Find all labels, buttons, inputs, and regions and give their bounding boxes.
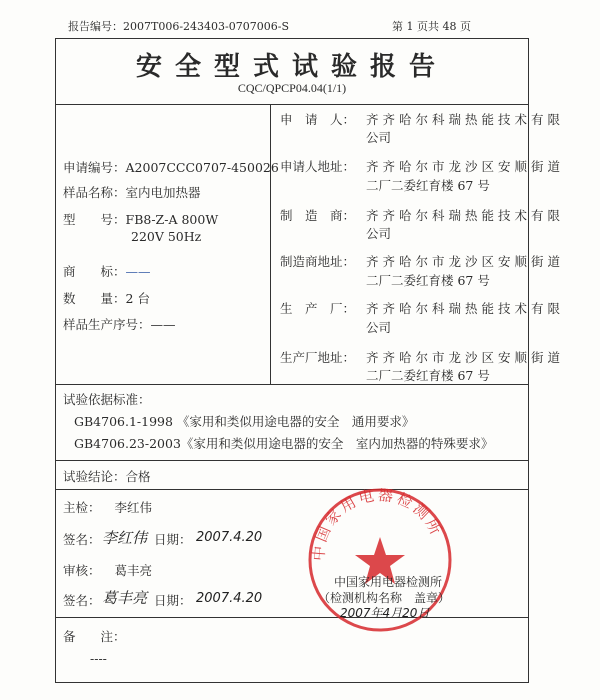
standard-item: GB4706.23-2003《家用和类似用途电器的安全 室内加热器的特殊要求》 xyxy=(74,436,494,451)
model-row xyxy=(63,210,218,228)
serial-number-label: 样品生产序号： xyxy=(63,317,151,332)
sample-name-value: 室内电加热器 xyxy=(125,185,201,200)
report-number-value: 2007T006-243403-0707006-S xyxy=(123,20,289,33)
info-column-divider xyxy=(270,104,271,384)
date-label-2: 日期： xyxy=(154,593,192,608)
model-value: FB8-Z-A 800W xyxy=(125,212,219,227)
quantity-row xyxy=(63,289,150,307)
page-indicator: 第 1 页共 48 页 xyxy=(392,20,471,33)
report-number-label: 报告编号： xyxy=(68,20,123,33)
stamp-date: 2007年4月20日 xyxy=(340,606,430,620)
manufacturer-address-line2: 二厂二委红育楼 67 号 xyxy=(366,273,490,288)
report-header xyxy=(0,14,600,34)
manufacturer-label: 制 造 商： xyxy=(280,208,356,223)
manufacturer-address-label: 制造商地址： xyxy=(280,254,356,269)
applicant-address-label: 申请人地址： xyxy=(280,159,356,174)
remarks-value: ---- xyxy=(90,651,107,666)
testing-org-note: （检测机构名称 盖章） xyxy=(318,591,451,605)
conclusion-row xyxy=(63,467,151,485)
reviewer-name: 葛丰亮 xyxy=(114,563,153,578)
signature-label: 签名： xyxy=(63,593,101,608)
handwritten-date-2: 2007.4.20 xyxy=(196,591,263,606)
serial-number-row xyxy=(63,315,176,333)
application-number-row xyxy=(63,158,279,176)
reviewer-label: 审核： xyxy=(63,563,101,578)
divider-under-conclusion xyxy=(55,489,529,490)
applicant-address-line1: 齐齐哈尔市龙沙区安顺街道 xyxy=(366,159,565,174)
reviewer-row xyxy=(63,561,152,579)
trademark-label: 商 标： xyxy=(63,264,126,279)
handwritten-signature-1: 李红伟 xyxy=(102,529,148,547)
model-label: 型 号： xyxy=(63,212,126,227)
inspector-row xyxy=(63,498,152,516)
quantity-label: 数 量： xyxy=(63,291,126,306)
factory-address-line1: 齐齐哈尔市龙沙区安顺街道 xyxy=(366,350,565,365)
divider-under-info xyxy=(55,384,529,385)
document-title: 安全型式试验报告 xyxy=(135,52,448,82)
handwritten-signature-2: 葛丰亮 xyxy=(102,589,148,607)
manufacturer-name-line2: 公司 xyxy=(366,226,392,241)
testing-org-name: 中国家用电器检测所 xyxy=(334,575,443,589)
signature-label: 签名： xyxy=(63,532,101,547)
trademark-row xyxy=(63,262,151,280)
sample-name-row xyxy=(63,183,201,201)
factory-address-label: 生产厂地址： xyxy=(280,350,356,365)
report-number xyxy=(68,18,289,34)
application-number-value: A2007CCC0707-450026 xyxy=(125,160,279,175)
conclusion-label: 试验结论： xyxy=(63,469,126,484)
trademark-value: —— xyxy=(125,264,151,279)
divider-under-standards xyxy=(55,460,529,461)
inspector-name: 李红伟 xyxy=(114,500,153,515)
inspector-label: 主检： xyxy=(63,500,101,515)
applicant-label: 申 请 人： xyxy=(280,112,356,127)
manufacturer-address-line1: 齐齐哈尔市龙沙区安顺街道 xyxy=(366,254,565,269)
date-label-1: 日期： xyxy=(154,532,192,547)
sample-name-label: 样品名称： xyxy=(63,185,126,200)
factory-label: 生 产 厂： xyxy=(280,301,356,316)
test-basis-label: 试验依据标准： xyxy=(63,392,151,407)
conclusion-value: 合格 xyxy=(125,469,151,484)
applicant-name-line1: 齐齐哈尔科瑞热能技术有限 xyxy=(366,112,565,127)
remarks-label: 备 注： xyxy=(63,629,126,644)
factory-name-line1: 齐齐哈尔科瑞热能技术有限 xyxy=(366,301,565,316)
divider-under-approval xyxy=(55,617,529,618)
standard-item: GB4706.1-1998 《家用和类似用途电器的安全 通用要求》 xyxy=(74,414,415,429)
applicant-address-line2: 二厂二委红育楼 67 号 xyxy=(366,178,490,193)
quantity-value: 2 台 xyxy=(125,291,150,306)
signature-row-1 xyxy=(63,530,101,548)
handwritten-date-1: 2007.4.20 xyxy=(196,530,263,545)
seal-ring-text: 中国家用电器检测所 xyxy=(309,485,447,562)
applicant-name-line2: 公司 xyxy=(366,130,392,145)
serial-number-value: —— xyxy=(150,317,176,332)
factory-address-line2: 二厂二委红育楼 67 号 xyxy=(366,368,490,383)
factory-name-line2: 公司 xyxy=(366,320,392,335)
model-rating: 220V 50Hz xyxy=(131,229,202,244)
manufacturer-name-line1: 齐齐哈尔科瑞热能技术有限 xyxy=(366,208,565,223)
divider-under-title xyxy=(55,104,529,105)
signature-row-2 xyxy=(63,591,101,609)
application-number-label: 申请编号： xyxy=(63,160,126,175)
form-code: CQC/QPCP04.04(1/1) xyxy=(237,81,347,95)
